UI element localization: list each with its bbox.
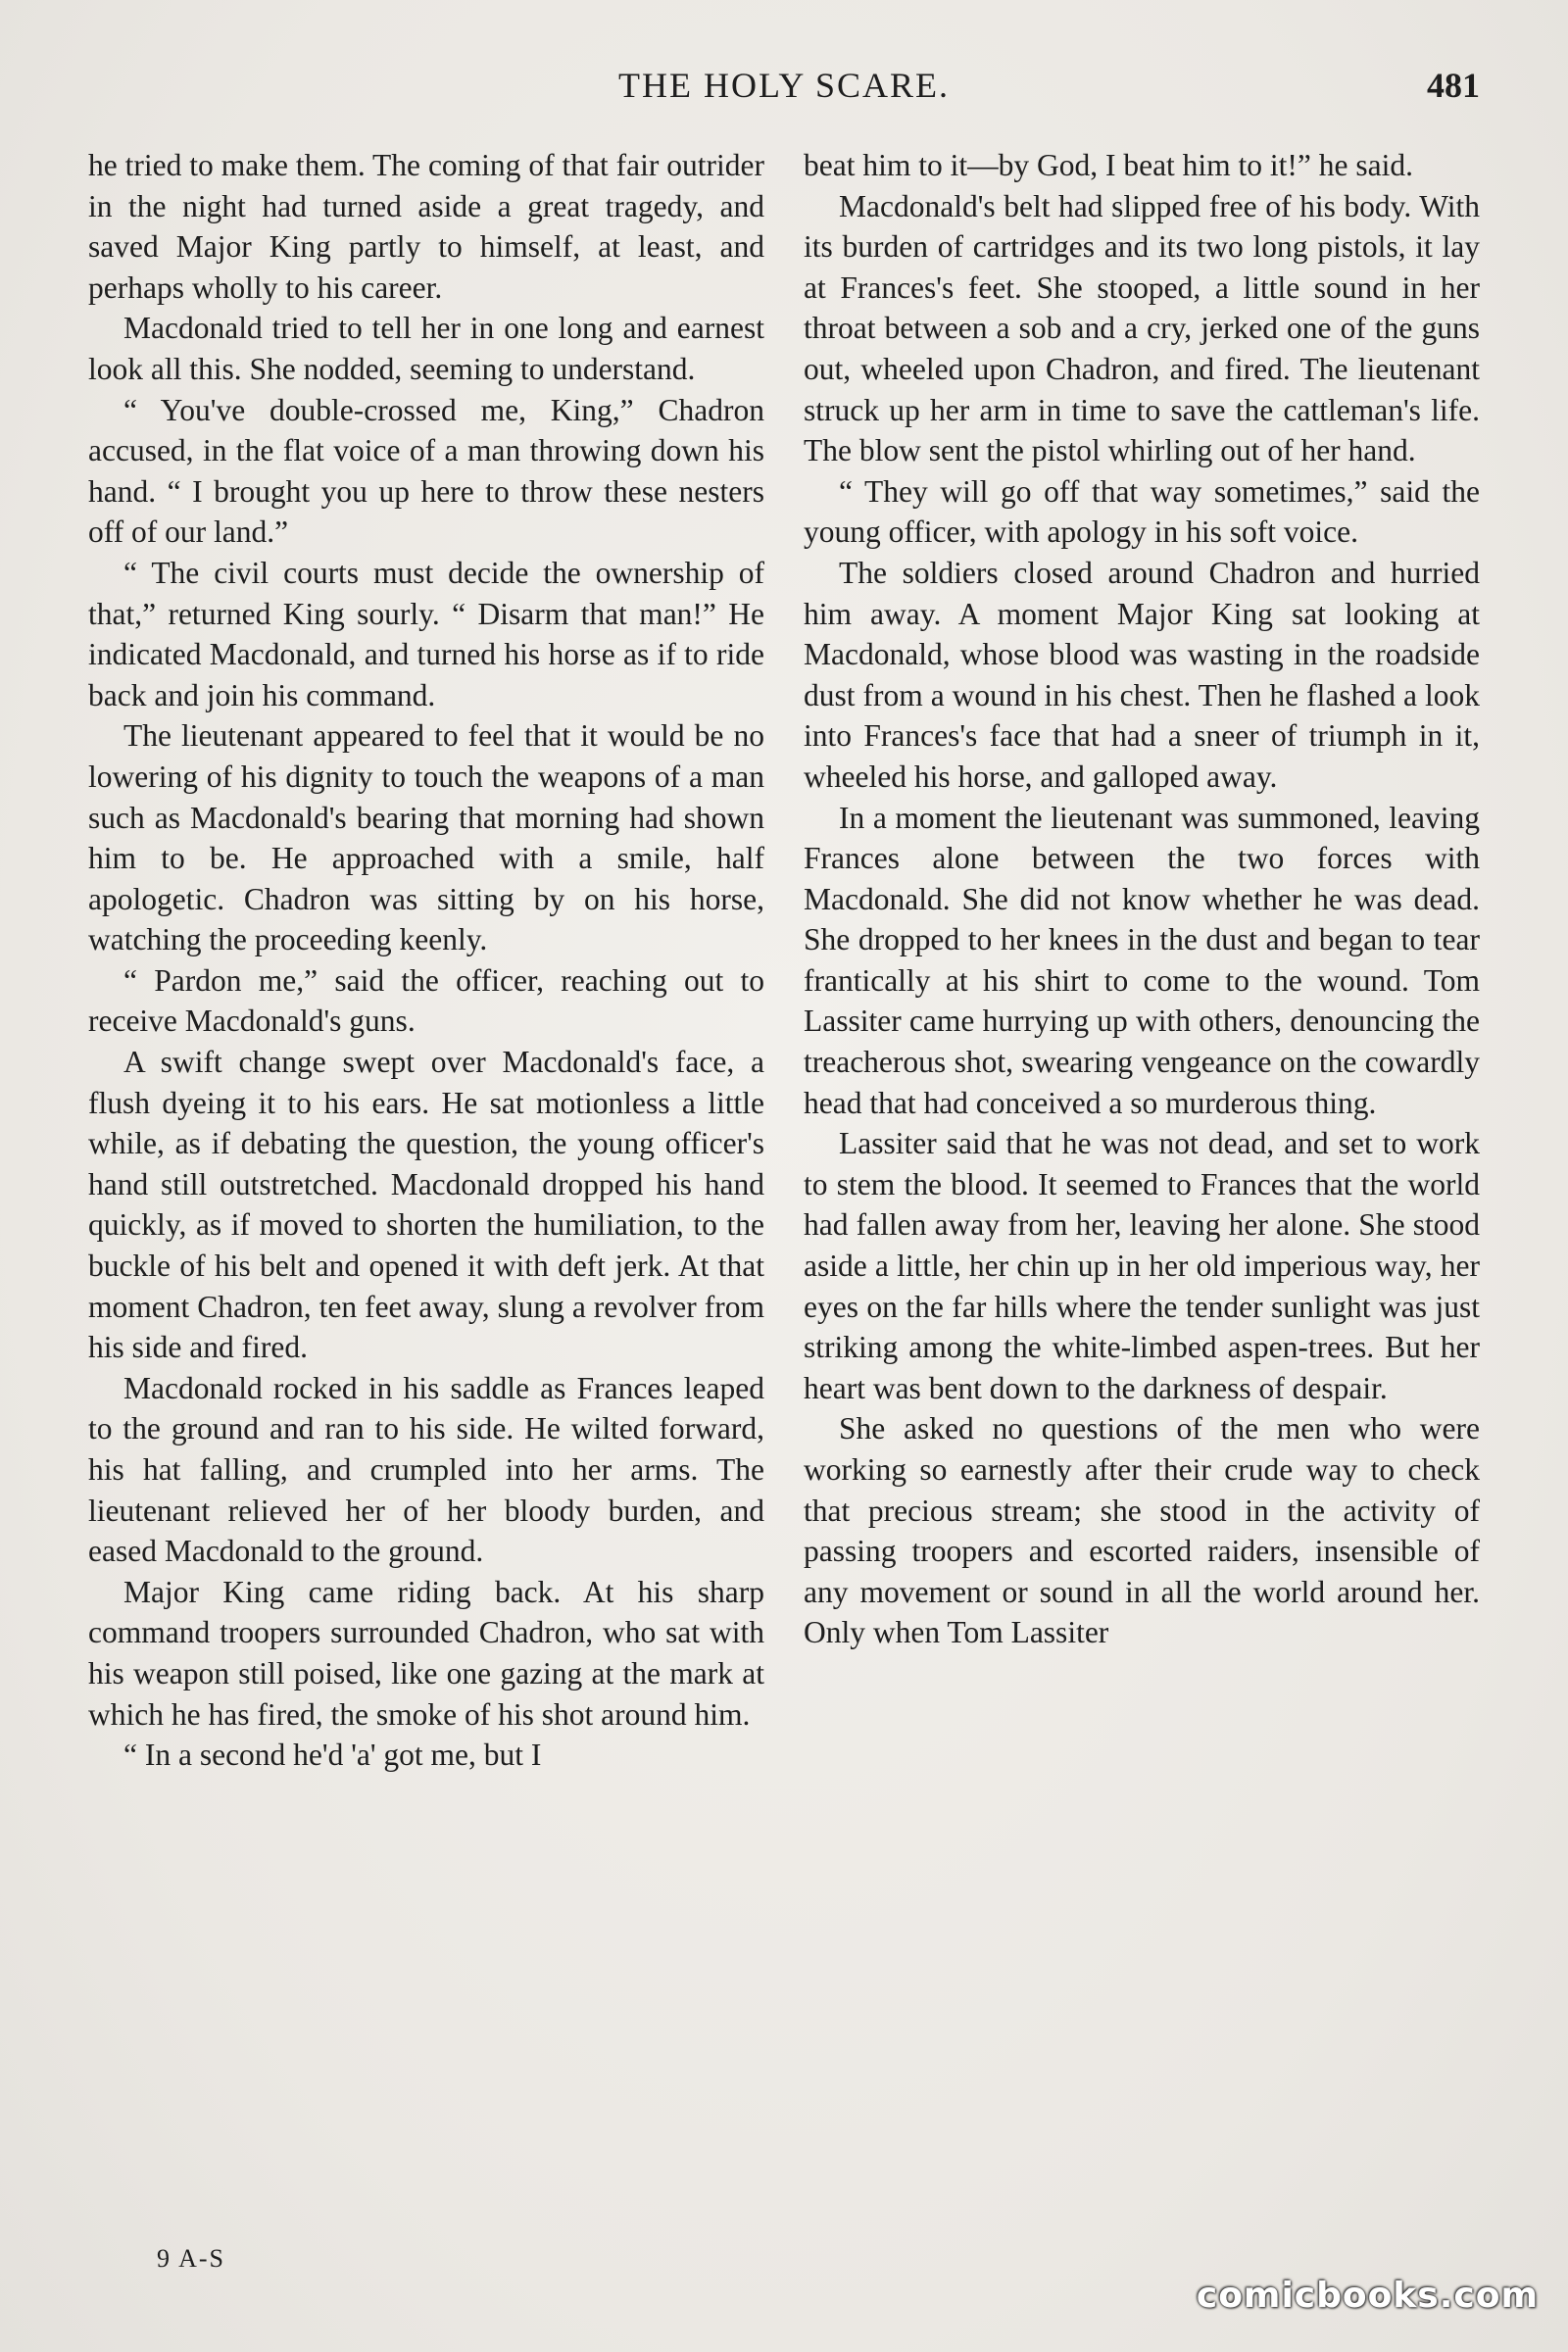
- paragraph: The lieutenant appeared to feel that it would be no lowering of his dignity to touch the weapons of a man such as Macdonald's bearing that morning had shown him to be. He approached with a smile, half apologetic. Chadron was sitting by on his horse, watching the proceeding keenly.: [88, 718, 764, 957]
- page-header: [88, 65, 1480, 114]
- page-number: 481: [1427, 66, 1480, 105]
- paragraph: “ Pardon me,” said the officer, reaching out to receive Macdonald's guns.: [88, 962, 764, 1039]
- signature-mark: 9 A-S: [157, 2244, 225, 2273]
- paragraph: Macdonald's belt had slipped free of his body. With its burden of cartridges and its two long pistols, it lay at Frances's feet. She stooped, a little sound in her throat between a sob and a cry, jerked one of the guns out, wheeled upon Chadron, and fired. The lieutenant struck up her arm in time to save the cattleman's life. The blow sent the pistol whirling out of her hand.: [804, 188, 1480, 468]
- paragraph: “ You've double-crossed me, King,” Chadron accused, in the flat voice of a man throwing down his hand. “ I brought you up here to throw these nesters off of our land.”: [88, 392, 764, 550]
- paragraph: Lassiter said that he was not dead, and set to work to stem the blood. It seemed to Frances that the world had fallen away from her, leaving her alone. She stood aside a little, her chin up in her old imperious way, her eyes on the far hills where the tender sunlight was just striking among the white-limbed aspen-trees. But her heart was bent down to the darkness of despair.: [804, 1126, 1480, 1405]
- paragraph: Macdonald rocked in his saddle as Frances leaped to the ground and ran to his side. He wilted forward, his hat falling, and crumpled into her arms. The lieutenant relieved her of her bloody burden, and eased Macdonald to the ground.: [88, 1370, 764, 1569]
- paragraph: Major King came riding back. At his sharp command troopers surrounded Chadron, who sat with his weapon still poised, like one gazing at the mark at which he has fired, the smoke of his shot around him.: [88, 1574, 764, 1732]
- paragraph: beat him to it—by God, I beat him to it!” he said.: [804, 148, 1414, 182]
- paragraph: She asked no questions of the men who were working so earnestly after their crude way to check that precious stream; she stood in the activity of passing troopers and escorted raiders, insensible of any movement or sound in all the world around her. Only when Tom Lassiter: [804, 1411, 1480, 1650]
- paragraph: The soldiers closed around Chadron and hurried him away. A moment Major King sat looking at Macdonald, whose blood was wasting in the roadside dust from a wound in his chest. Then he flashed a look into Frances's face that had a sneer of triumph in it, wheeled his horse, and galloped away.: [804, 555, 1480, 794]
- running-head: THE HOLY SCARE.: [617, 66, 951, 105]
- paragraph: A swift change swept over Macdonald's face, a flush dyeing it to his ears. He sat motionless a little while, as if debating the question, the young officer's hand still outstretched. Macdonald dropped his hand quickly, as if moved to shorten the humiliation, to the buckle of his belt and opened it with deft jerk. At that moment Chadron, ten feet away, slung a revolver from his side and fired.: [88, 1045, 764, 1365]
- right-column: [804, 145, 1480, 1653]
- paragraph: “ In a second he'd 'a' got me, but I: [123, 1738, 542, 1773]
- paragraph: “ The civil courts must decide the ownership of that,” returned King sourly. “ Disarm that man!” He indicated Macdonald, and turned his horse as if to ride back and join his command.: [88, 555, 764, 712]
- paragraph: he tried to make them. The coming of that fair outrider in the night had turned aside a great tragedy, and saved Major King partly to himself, at least, and perhaps wholly to his career.: [88, 148, 764, 305]
- watermark: comicbooks.com: [1196, 2276, 1539, 2316]
- left-column: [88, 145, 764, 1776]
- paragraph: In a moment the lieutenant was summoned, leaving Frances alone between the two forces with Macdonald. She did not know whether he was dead. She dropped to her knees in the dust and began to tear frantically at his shirt to come to the wound. Tom Lassiter came hurrying up with others, denouncing the treacherous shot, swearing vengeance on the cowardly head that had conceived a so murderous thing.: [804, 800, 1480, 1120]
- paragraph: “ They will go off that way sometimes,” said the young officer, with apology in his soft voice.: [804, 473, 1480, 550]
- paragraph: Macdonald tried to tell her in one long and earnest look all this. She nodded, seeming to understand.: [88, 311, 764, 386]
